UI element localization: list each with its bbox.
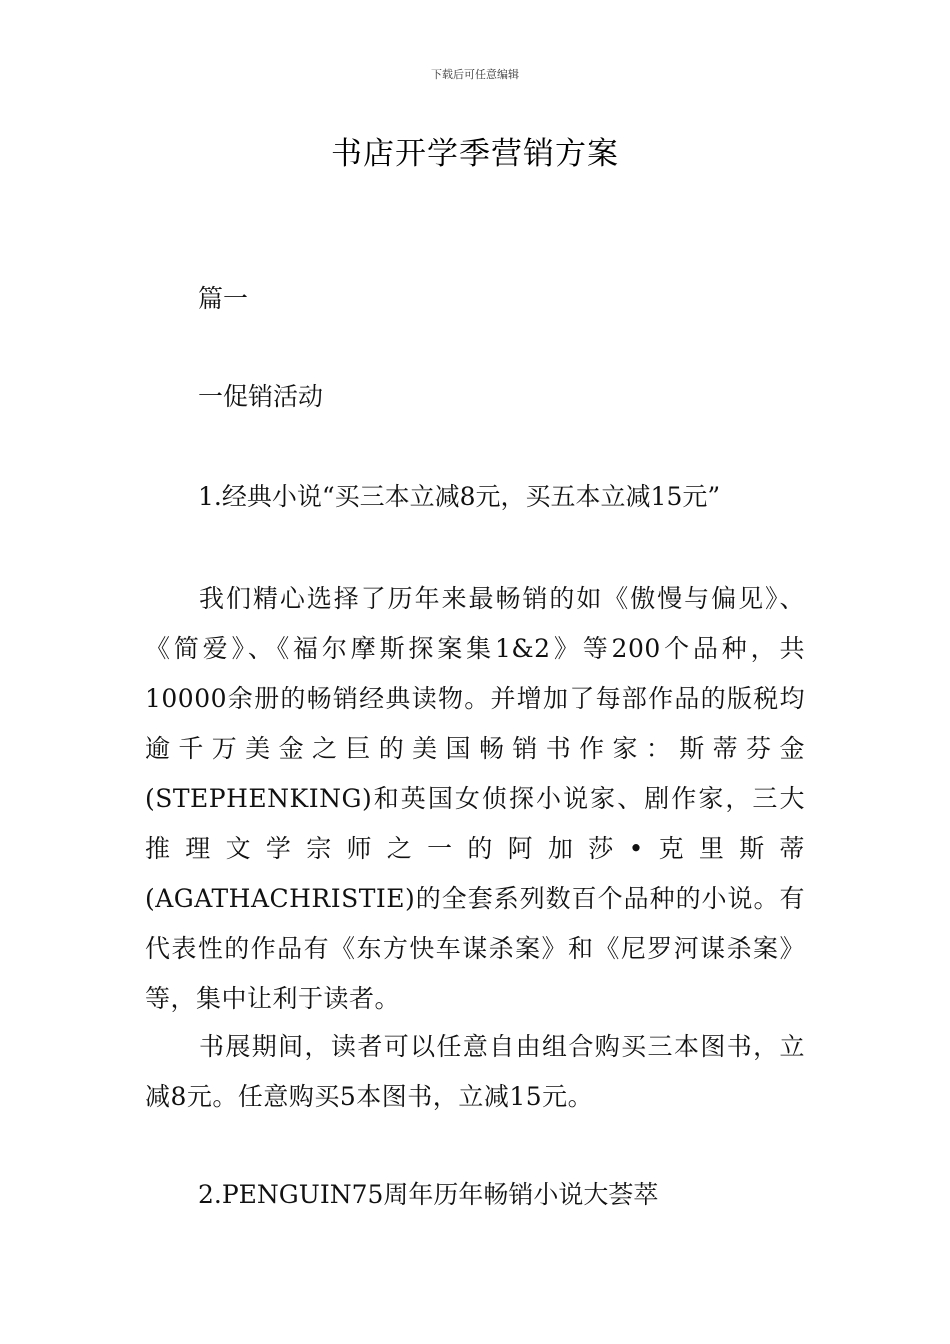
body-paragraph-1: 我们精心选择了历年来最畅销的如《傲慢与偏见》、《简爱》、《福尔摩斯探案集1&2》等200个品种，共10000余册的畅销经典读物。并增加了每部作品的版税均逾千万美金之巨的美国畅销书作家：斯蒂芬金(STEPHENKING)和英国女侦探小说家、剧作家，三大推理文学宗师之一的阿加莎•克里斯蒂(AGATHACHRISTIE)的全套系列数百个品种的小说。有代表性的作品有《东方快车谋杀案》和《尼罗河谋杀案》等，集中让利于读者。 [145,584,805,1013]
item2-heading: 2.PENGUIN75周年历年畅销小说大荟萃 [198,1180,659,1209]
part-label: 篇一 [198,284,249,313]
item1-heading: 1.经典小说“买三本立减8元，买五本立减15元” [198,482,721,511]
body-paragraph-2: 书展期间，读者可以任意自由组合购买三本图书，立减8元。任意购买5本图书，立减15元。 [145,1032,805,1111]
document-title: 书店开学季营销方案 [331,136,619,172]
section-heading: 一促销活动 [198,382,324,411]
header-note: 下载后可任意编辑 [431,68,519,81]
